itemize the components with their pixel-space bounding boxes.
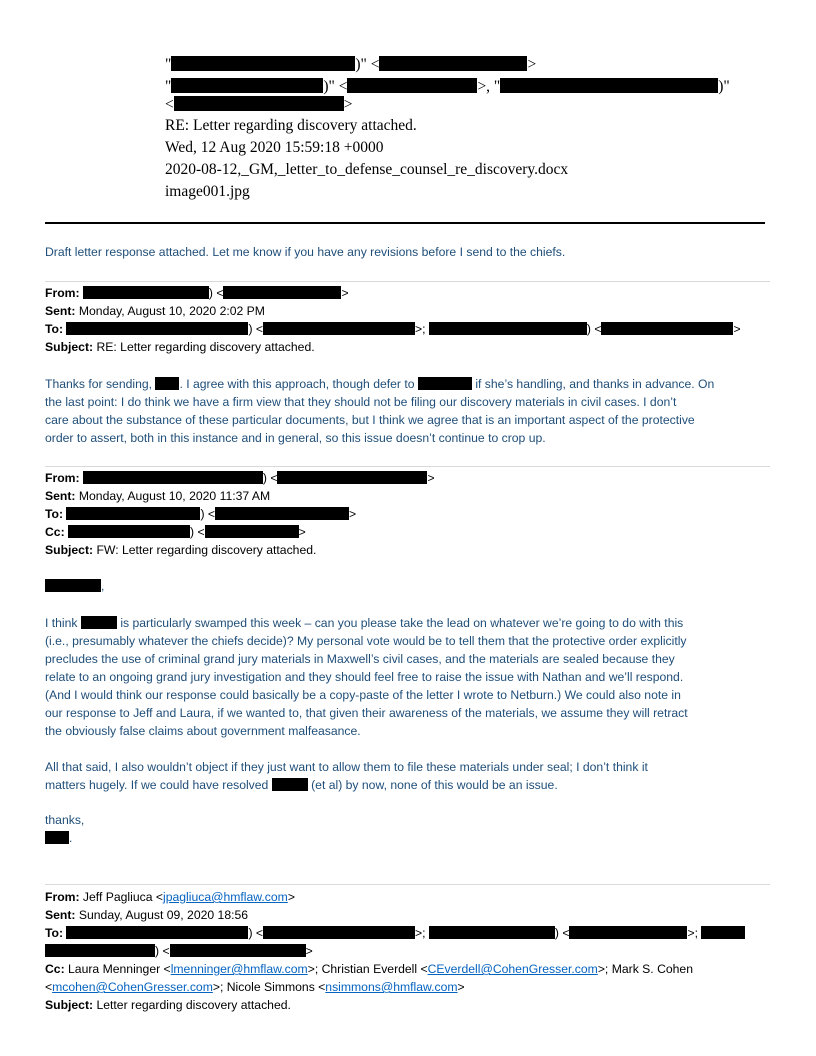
msg2-subject-line: Subject: RE: Letter regarding discovery attached. — [45, 340, 315, 354]
redaction — [277, 471, 427, 484]
msg3-signature: . — [45, 831, 72, 845]
msg3-signoff: thanks, — [45, 813, 85, 827]
redaction — [45, 944, 155, 957]
redaction — [171, 56, 355, 71]
redaction — [170, 944, 306, 957]
email-link[interactable]: lmenninger@hmflaw.com — [170, 962, 308, 976]
header-divider — [45, 222, 765, 224]
attachment-file[interactable]: 2020-08-12,_GM,_letter_to_defense_counsel_re_discovery.docx — [165, 161, 569, 178]
reply-body: Draft letter response attached. Let me know if you have any revisions before I send to the chiefs. — [45, 245, 566, 259]
redaction — [215, 507, 349, 520]
msg3-cc-line: Cc: ) < > — [45, 525, 306, 539]
redaction — [66, 322, 248, 335]
email-link[interactable]: CEverdell@CohenGresser.com — [427, 962, 598, 976]
date-value: Wed, 12 Aug 2020 15:59:18 +0000 — [165, 139, 384, 156]
redaction — [223, 286, 341, 299]
msg2-sent-line: Sent: Monday, August 10, 2020 2:02 PM — [45, 304, 265, 318]
msg3-greeting: , — [45, 579, 104, 593]
redaction — [66, 507, 200, 520]
msg3-sent-line: Sent: Monday, August 10, 2020 11:37 AM — [45, 489, 271, 503]
from-value: " )" < > — [165, 56, 537, 73]
message-divider — [45, 281, 770, 282]
redaction — [429, 322, 587, 335]
msg3-subject-line: Subject: FW: Letter regarding discovery attached. — [45, 543, 317, 557]
email-link[interactable]: jpagliuca@hmflaw.com — [163, 890, 288, 904]
msg4-subject-line: Subject: Letter regarding discovery attached. — [45, 998, 291, 1012]
msg4-cc-line-cont: <mcohen@CohenGresser.com>; Nicole Simmons <nsimmons@hmflaw.com> — [45, 980, 465, 994]
redaction — [379, 56, 527, 71]
redaction — [701, 926, 745, 939]
redaction — [171, 78, 323, 93]
msg4-to-line: To: ) < >; ) < >; — [45, 926, 745, 940]
redaction — [429, 926, 555, 939]
redaction — [569, 926, 687, 939]
redaction — [66, 926, 248, 939]
to-value-cont: < > — [165, 96, 353, 113]
redaction — [174, 96, 344, 111]
msg2-body: Thanks for sending, . I agree with this approach, though defer to if she’s handling, and thanks in advance. On the last point: I do think we have a firm view that they should not be filing our discovery materials in civil cases. I don’t care about the substance of these particular documents, but I think we agree that is an important aspect of the protective order to assert, both in this instance and in general, so this issue doesn’t continue to crop up. — [45, 377, 715, 445]
redaction — [45, 579, 101, 592]
subject-value: RE: Letter regarding discovery attached. — [165, 117, 417, 134]
redaction — [272, 778, 308, 791]
msg4-sent-line: Sent: Sunday, August 09, 2020 18:56 — [45, 908, 249, 922]
msg2-from-line: From: ) < > — [45, 286, 349, 300]
msg4-cc-line: Cc: Laura Menninger <lmenninger@hmflaw.com>; Christian Everdell <CEverdell@CohenGresser.com>; Mark S. Cohen — [45, 962, 693, 976]
inline-image-file[interactable]: image001.jpg — [165, 183, 250, 200]
message-divider — [45, 466, 770, 467]
email-link[interactable]: mcohen@CohenGresser.com — [52, 980, 213, 994]
redaction — [205, 525, 299, 538]
redaction — [263, 926, 415, 939]
redaction — [347, 78, 477, 93]
redaction — [83, 286, 209, 299]
redaction — [45, 831, 69, 844]
redaction — [418, 377, 472, 390]
msg4-from-line: From: Jeff Pagliuca <jpagliuca@hmflaw.com> — [45, 890, 295, 904]
message-divider — [45, 884, 770, 885]
email-link[interactable]: nsimmons@hmflaw.com — [325, 980, 458, 994]
redaction — [500, 78, 718, 93]
msg3-to-line: To: ) < > — [45, 507, 357, 521]
msg3-from-line: From: ) < > — [45, 471, 435, 485]
redaction — [81, 616, 117, 629]
redaction — [155, 377, 179, 390]
redaction — [83, 471, 263, 484]
msg2-to-line: To: ) < >; ) < > — [45, 322, 741, 336]
redaction — [601, 322, 733, 335]
msg4-to-line-cont: ) < > — [45, 944, 313, 958]
redaction — [263, 322, 415, 335]
redaction — [68, 525, 190, 538]
to-value: " )" < >, " )" — [165, 78, 730, 95]
msg3-body-p1: I think is particularly swamped this week – can you please take the lead on whatever we’re going to do with this (i.e., presumably whatever the chiefs decide)? My personal vote would be to tell them that the protective order explicitly precludes the use of criminal grand jury materials in Maxwell’s civil cases, and the materials are sealed because they relate to an ongoing grand jury investigation and they should feel free to raise the issue with Nathan and we’ll respond. (And I would think our response could basically be a copy-paste of the letter I wrote to Netburn.) We could also note in our response to Jeff and Laura, if we wanted to, that given their awareness of the materials, we assume they will retract the obviously false claims about government malfeasance. — [45, 616, 688, 738]
msg3-body-p2: All that said, I also wouldn’t object if they just want to allow them to file these materials under seal; I don’t think it matters hugely. If we could have resolved (et al) by now, none of this would be an issue. — [45, 760, 648, 792]
